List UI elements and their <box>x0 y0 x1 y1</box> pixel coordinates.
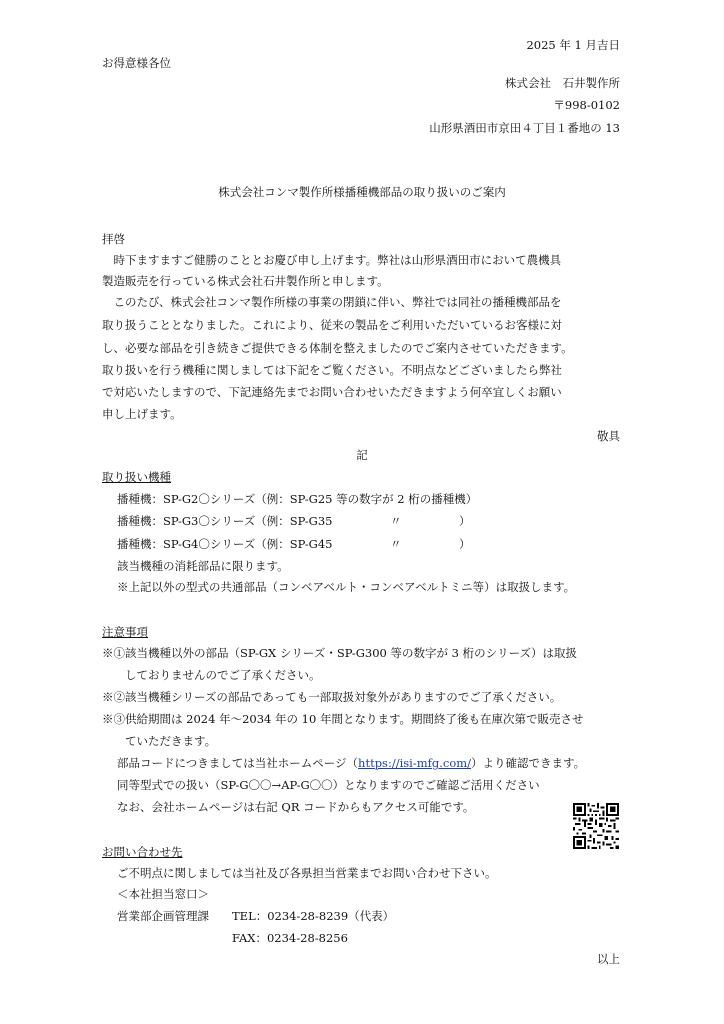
parts-code-suffix: ）より確認できます。 <box>471 756 586 770</box>
note-line: しておりませんのでご了承ください。 <box>102 668 321 682</box>
sender-company: 株式会社 石井製作所 <box>505 76 620 90</box>
contact-window: ＜本社担当窓口＞ <box>117 887 209 901</box>
model-line: 播種機：SP-G2〇シリーズ（例：SP-G25 等の数字が 2 桁の播種機） <box>117 492 478 506</box>
contact-intro: ご不明点に関しましては当社及び各県担当営業までお問い合わせ下さい。 <box>117 866 497 880</box>
note-line: ていただきます。 <box>102 734 217 748</box>
body-line: 時下ますますご健勝のこととお慶び申し上げます。弊社は山形県酒田市において農機具 <box>102 253 562 267</box>
homepage-link[interactable]: https://isi-mfg.com/ <box>358 756 472 770</box>
contact-department: 営業部企画管理課 <box>117 909 209 923</box>
date: 2025 年 1 月吉日 <box>526 38 620 52</box>
ki-heading: 記 <box>356 448 368 462</box>
notes-heading: 注意事項 <box>102 625 148 639</box>
model-note: 該当機種の消耗部品に限ります。 <box>117 559 289 573</box>
sender-address: 山形県酒田市京田４丁目１番地の 13 <box>429 121 620 135</box>
body-line: で対応いたしますので、下記連絡先までお問い合わせいただきますよう何卒宜しくお願い <box>102 385 562 399</box>
contact-heading: お問い合わせ先 <box>102 845 183 859</box>
body-line: 取り扱いを行う機種に関しましては下記をご覧ください。不明点などございましたら弊社 <box>102 363 562 377</box>
body-line: し、必要な部品を引き続きご提供できる体制を整えましたのでご案内させていただきます。 <box>102 341 573 355</box>
note-line: ※①該当機種以外の部品（SP-GX シリーズ・SP-G300 等の数字が 3 桁のシリーズ）は取扱 <box>102 646 578 660</box>
body-line: 製造販売を行っている株式会社石井製作所と申します。 <box>102 274 389 288</box>
qr-access-note: なお、会社ホームページは右記 QR コードからもアクセス可能です。 <box>117 800 475 814</box>
note-line: ※③供給期間は 2024 年～2034 年の 10 年間となります。期間終了後も在庫次第で販売させ <box>102 712 584 726</box>
sender-postal: 〒998-0102 <box>553 98 620 112</box>
body-line: 申し上げます。 <box>102 407 182 421</box>
model-line: 播種機：SP-G4〇シリーズ（例：SP-G45 〃 ） <box>117 537 471 551</box>
parts-code-prefix: 部品コードにつきましては当社ホームページ（ <box>117 756 359 770</box>
note-line: ※②該当機種シリーズの部品であっても一部取扱対象外がありますのでご了承ください。 <box>102 690 562 704</box>
model-line: 播種機：SP-G3〇シリーズ（例：SP-G35 〃 ） <box>117 514 471 528</box>
closing: 敬具 <box>597 429 620 443</box>
parts-code-note <box>117 758 585 770</box>
body-line: 取り扱うこととなりました。これにより、従来の製品をご利用いただいているお客様に対 <box>102 318 562 332</box>
salutation: 拝啓 <box>102 232 125 246</box>
model-note: ※上記以外の型式の共通部品（コンベアベルト・コンベアベルトミニ等）は取扱します。 <box>117 580 576 594</box>
contact-fax: FAX：0234-28-8256 <box>232 931 348 945</box>
qr-code[interactable] <box>573 803 619 849</box>
contact-tel: TEL：0234-28-8239（代表） <box>232 909 395 923</box>
end-mark: 以上 <box>597 952 620 966</box>
document-title: 株式会社コンマ製作所様播種機部品の取り扱いのご案内 <box>218 185 506 199</box>
models-heading: 取り扱い機種 <box>102 470 171 484</box>
body-line: このたび、株式会社コンマ製作所様の事業の閉鎖に伴い、弊社では同社の播種機部品を <box>102 295 562 309</box>
equivalent-model-note: 同等型式での扱い（SP-G〇〇→AP-G〇〇）となりますのでご確認ご活用ください <box>117 778 540 792</box>
recipient: お得意様各位 <box>102 56 171 70</box>
